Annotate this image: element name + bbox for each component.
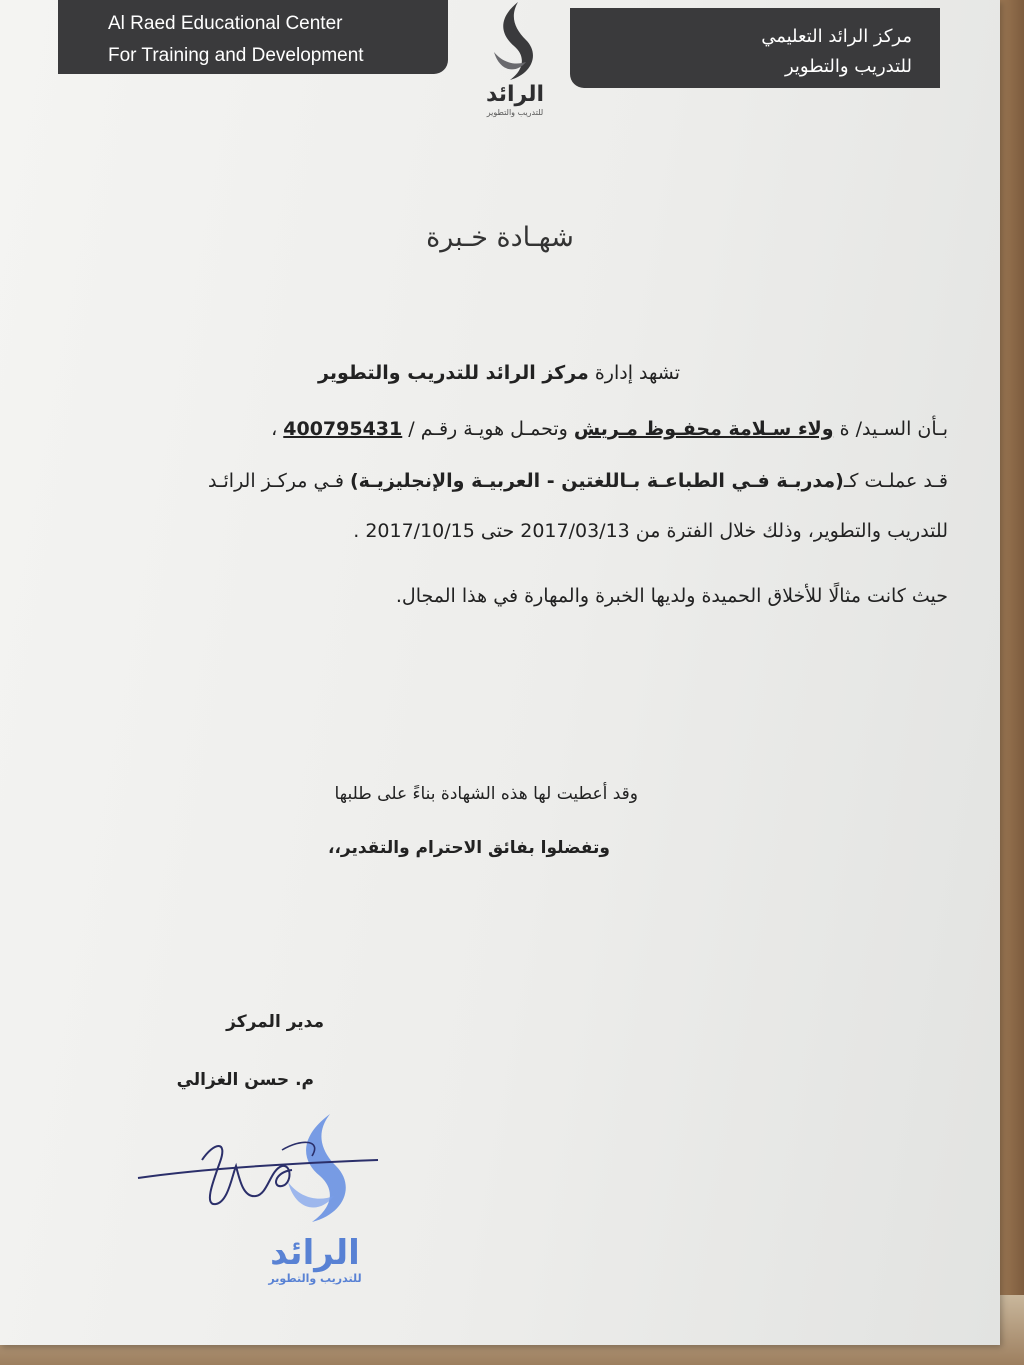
flame-logo-icon (480, 0, 550, 86)
line2-suffix: فـي مركـز الرائـد (207, 470, 350, 492)
signatory-title: مدير المركز (226, 1012, 324, 1032)
body-line-2 (208, 470, 948, 492)
center-name: مركز الرائد للتدريب والتطوير (318, 362, 589, 384)
header-logo-name: الرائد (486, 82, 544, 107)
header-banner-english (58, 0, 448, 74)
line2-prefix: قـد عملـت كـ (843, 470, 948, 492)
body-line-3: للتدريب والتطوير، وذلك خلال الفترة من 2017/03/13 حتى 2017/10/15 . (353, 520, 948, 542)
header-logo (470, 0, 560, 130)
intro-line (318, 362, 680, 384)
stamp-name: الرائد (270, 1233, 360, 1273)
document-title: شهـادة خـبرة (426, 222, 574, 253)
header-english-line2: For Training and Development (108, 45, 364, 66)
job-role: (مدربـة فـي الطباعـة بـاللغتين - العربيـة والإنجليزيـة) (350, 470, 844, 492)
id-number: 400795431 (283, 418, 403, 440)
handwritten-signature-icon (132, 1120, 382, 1230)
line1-prefix: بـأن السـيد/ ة (833, 418, 948, 440)
line1-suffix: ، (271, 418, 284, 440)
header-arabic-line2: للتدريب والتطوير (784, 56, 912, 77)
line1-middle: وتحمـل هويـة رقـم / (402, 418, 574, 440)
header-arabic-line1: مركز الرائد التعليمي (761, 26, 912, 47)
signatory-name: م. حسن الغزالي (176, 1070, 314, 1090)
intro-prefix: تشهد إدارة (588, 362, 680, 384)
body-line-1 (271, 418, 948, 440)
stamp-tagline: للتدريب والتطوير (268, 1272, 362, 1285)
closing-line-2: وتفضلوا بفائق الاحترام والتقدير،، (327, 838, 610, 858)
header-english-line1: Al Raed Educational Center (108, 13, 343, 34)
header-banner-arabic (570, 8, 940, 88)
closing-line-1: وقد أعطيت لها هذه الشهادة بناءً على طلبها (334, 784, 638, 804)
employee-name: ولاء سـلامة محفـوظ مـريش (573, 418, 834, 440)
header-logo-tagline: للتدريب والتطوير (486, 108, 544, 117)
body-line-4: حيث كانت مثالًا للأخلاق الحميدة ولديها الخبرة والمهارة في هذا المجال. (395, 585, 948, 607)
